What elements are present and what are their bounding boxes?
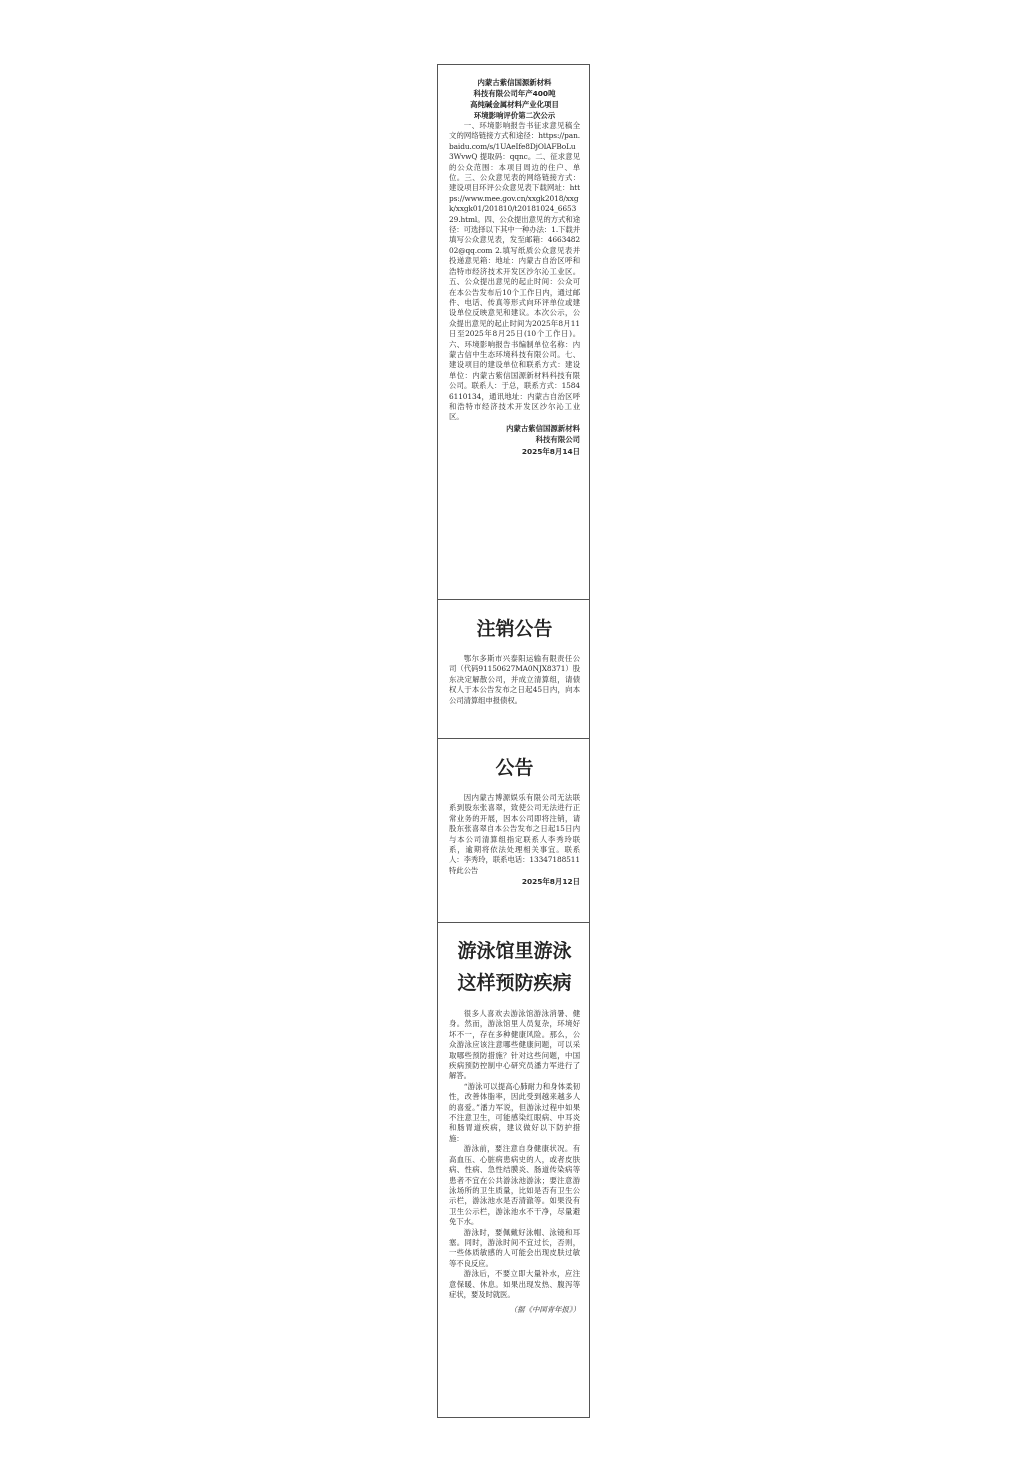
eia-notice-heading-line: 高纯碱金属材料产业化项目 (470, 100, 559, 109)
eia-notice-heading-line: 内蒙古紫信国源新材料 (477, 78, 552, 87)
public-notice-title: 公告 (495, 757, 534, 779)
article-title-line: 游泳馆里游泳 (457, 940, 572, 962)
section-divider (438, 738, 589, 739)
article-paragraph: “游泳可以提高心肺耐力和身体柔韧性，改善体脂率，因此受到越来越多人的喜爱。”潘力军说，但游泳过程中如果不注意卫生，可能感染红眼病、中耳炎和肠胃道疾病，建议做好以下防护措施： (449, 1081, 580, 1143)
section-divider (438, 599, 589, 600)
deregistration-notice (438, 614, 589, 706)
eia-notice (438, 77, 589, 457)
article-paragraph: 游泳后，不要立即大量补水，应注意保暖、休息。如果出现发热、腹泻等症状，要及时就医。 (449, 1269, 580, 1299)
article-title-line: 这样预防疾病 (457, 972, 572, 994)
deregistration-notice-body: 鄂尔多斯市兴泰阳运输有限责任公司（代码91150627MA0NJX8371）股东决定解散公司，并成立清算组，请债权人于本公告发布之日起45日内，向本公司清算组申报债权。 (449, 654, 580, 705)
newspaper-column (437, 64, 590, 1418)
eia-notice-signature: 内蒙古紫信国源新材料 (506, 423, 580, 433)
article-source: （据《中国青年报》） (509, 1305, 580, 1315)
deregistration-notice-title: 注销公告 (476, 618, 553, 640)
article-paragraph: 游泳时，要佩戴好泳帽、泳镜和耳塞。同时，游泳时间不宜过长，否则，一些体质敏感的人可能会出现皮肤过敏等不良反应。 (449, 1227, 580, 1268)
article-paragraph: 很多人喜欢去游泳馆游泳消暑、健身。然而，游泳馆里人员复杂，环境好坏不一，存在多种健康风险。那么，公众游泳应该注意哪些健康问题，可以采取哪些预防措施？针对这些问题，中国疾病预防控制中心研究员潘力军进行了解答。 (449, 1009, 580, 1081)
eia-notice-signature: 科技有限公司 (535, 435, 580, 445)
public-notice-body: 因内蒙古博源娱乐有限公司无法联系到股东张喜翠，致使公司无法进行正常业务的开展，因本公司即将注销，请股东张喜翠自本公告发布之日起15日内与本公司清算组指定联系人李秀玲联系，逾期将依法处理相关事宜。联系人：李秀玲，联系电话：13347188511 特此公告 (449, 793, 580, 875)
eia-notice-heading-line: 科技有限公司年产400吨 (473, 89, 556, 98)
public-notice-date: 2025年8月12日 (521, 877, 580, 887)
section-divider (438, 922, 589, 923)
health-article (438, 935, 589, 1315)
eia-notice-date: 2025年8月14日 (521, 446, 580, 456)
eia-notice-body: 一、环境影响报告书征求意见稿全文的网络链接方式和途径：https://pan.baidu.com/s/1UAeIfe8DjOlAFBoLu3WvwQ 提取码：qqnc。二、征求意见的公众范围：本项目周边的住户、单位。三、公众意见表的网络链接方式：建设项目环评公众意见表下载网址：https://www.mee.gov.cn/xxgk2018/xxgk/xxgk01/201810/t20181024_665329.html。四、公众提出意见的方式和途径：可选择以下其中一种办法：1.下载并填写公众意见表，发至邮箱：466348202@qq.com 2.填写纸质公众意见表并投递意见箱：地址：内蒙古自治区呼和浩特市经济技术开发区沙尔沁工业区。五、公众提出意见的起止时间：公众可在本公告发布后10个工作日内，通过邮件、电话、传真等形式向环评单位或建设单位反映意见和建议。本次公示，公众提出意见的起止时间为2025年8月11日至2025年8月25日(10个工作日)。六、环境影响报告书编制单位名称：内蒙古信中生态环境科技有限公司。七、建设项目的建设单位和联系方式：建设单位：内蒙古紫信国源新材料科技有限公司。联系人：于总，联系方式：15846110134，通讯地址：内蒙古自治区呼和浩特市经济技术开发区沙尔沁工业区。 (449, 121, 580, 422)
eia-notice-heading-line: 环境影响评价第二次公示 (473, 111, 556, 120)
public-notice (438, 753, 589, 888)
article-paragraph: 游泳前，要注意自身健康状况。有高血压、心脏病患病史的人，或者皮肤病、性病、急性结膜炎、肠道传染病等患者不宜在公共游泳池游泳；要注意游泳场所的卫生质量，比如是否有卫生公示栏，游泳池水是否清澈等。如果没有卫生公示栏，游泳池水不干净，尽量避免下水。 (449, 1144, 580, 1227)
